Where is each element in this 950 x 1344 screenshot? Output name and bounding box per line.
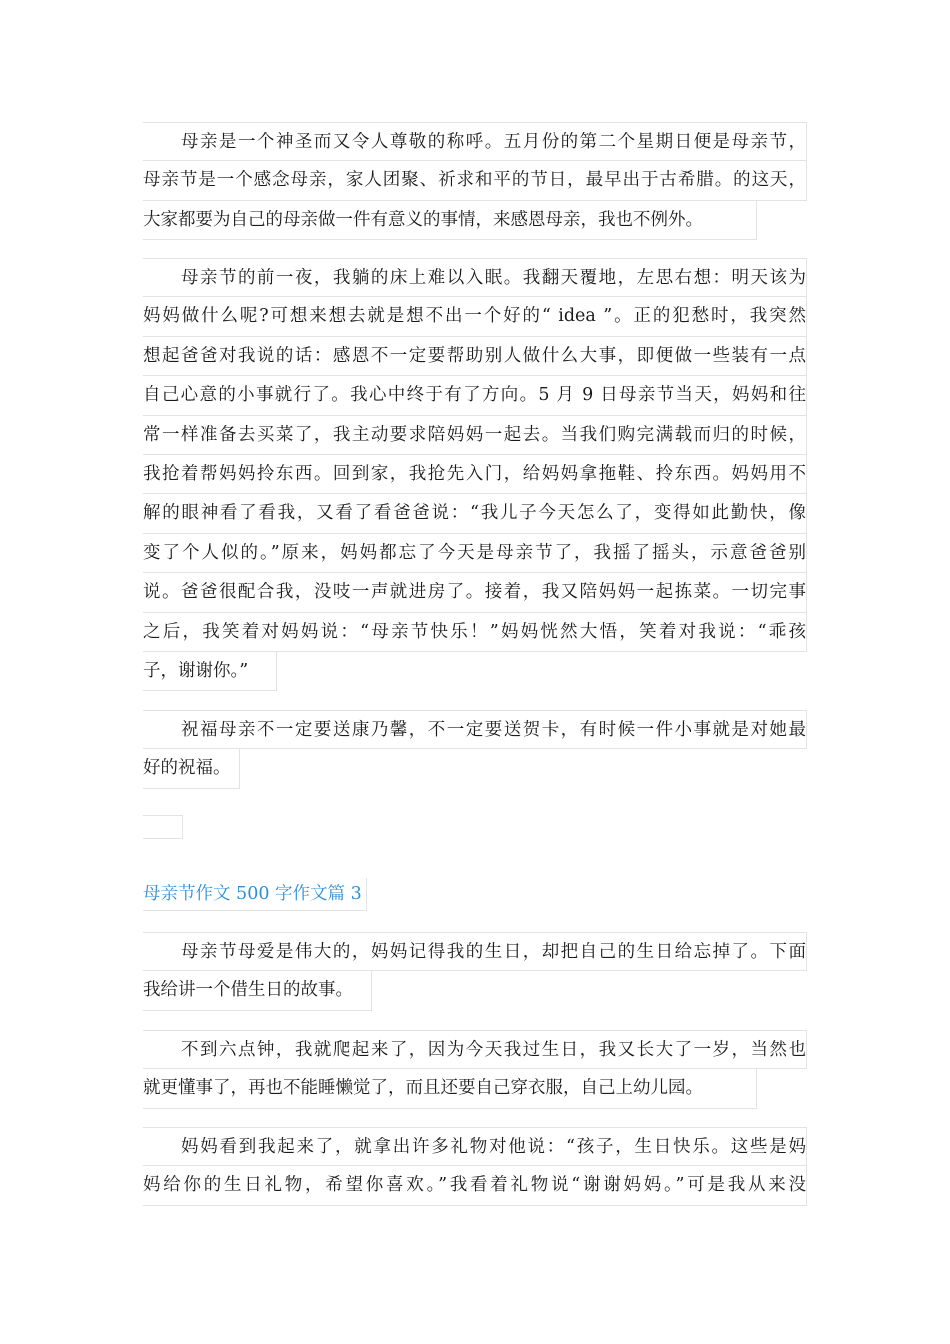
text-line: 想起爸爸对我说的话：感恩不一定要帮助别人做什么大事，即便做一些装有一点	[143, 337, 807, 376]
text-line: 母亲节母爱是伟大的，妈妈记得我的生日，却把自己的生日给忘掉了。下面	[143, 932, 807, 971]
text-line: 就更懂事了，再也不能睡懒觉了，而且还要自己穿衣服，自己上幼儿园。	[143, 1069, 757, 1108]
section-paragraph-3	[143, 1127, 807, 1206]
text-line: 母亲节的前一夜，我躺的床上难以入眠。我翻天覆地，左思右想：明天该为	[143, 258, 807, 297]
text-line: 妈给你的生日礼物，希望你喜欢。”我看着礼物说“谢谢妈妈。”可是我从来没	[143, 1166, 807, 1205]
paragraph-3	[143, 710, 807, 789]
section-heading: 母亲节作文 500 字作文篇 3	[143, 878, 367, 911]
text-line: 变了个人似的。”原来，妈妈都忘了今天是母亲节了，我摇了摇头，示意爸爸别	[143, 534, 807, 573]
text-line: 自己心意的小事就行了。我心中终于有了方向。5 月 9 日母亲节当天，妈妈和往	[143, 376, 807, 415]
section-paragraph-2	[143, 1030, 807, 1109]
text-line: 我抢着帮妈妈拎东西。回到家，我抢先入门，给妈妈拿拖鞋、拎东西。妈妈用不	[143, 455, 807, 494]
text-line: 子，谢谢你。”	[143, 652, 277, 691]
text-line: 妈妈做什么呢?可想来想去就是想不出一个好的“ idea ”。正的犯愁时，我突然	[143, 297, 807, 336]
text-line: 祝福母亲不一定要送康乃馨，不一定要送贺卡，有时候一件小事就是对她最	[143, 710, 807, 749]
text-line: 我给讲一个借生日的故事。	[143, 971, 372, 1010]
text-line: 母亲节是一个感念母亲，家人团聚、祈求和平的节日，最早出于古希腊。的这天，	[143, 161, 807, 200]
text-line: 妈妈看到我起来了，就拿出许多礼物对他说：“孩子，生日快乐。这些是妈	[143, 1127, 807, 1166]
text-line: 说。爸爸很配合我，没吱一声就进房了。接着，我又陪妈妈一起拣菜。一切完事	[143, 573, 807, 612]
text-line: 常一样准备去买菜了，我主动要求陪妈妈一起去。当我们购完满载而归的时候，	[143, 416, 807, 455]
text-line: 好的祝福。	[143, 749, 240, 788]
section-paragraph-1	[143, 932, 807, 1011]
text-line: 解的眼神看了看我，又看了看爸爸说：“我儿子今天怎么了，变得如此勤快，像	[143, 494, 807, 533]
text-line: 大家都要为自己的母亲做一件有意义的事情，来感恩母亲，我也不例外。	[143, 201, 757, 240]
empty-line-box	[143, 815, 183, 839]
text-line: 不到六点钟，我就爬起来了，因为今天我过生日，我又长大了一岁，当然也	[143, 1030, 807, 1069]
text-line: 母亲是一个神圣而又令人尊敬的称呼。五月份的第二个星期日便是母亲节，	[143, 122, 807, 161]
paragraph-2	[143, 258, 807, 691]
paragraph-1	[143, 122, 807, 240]
text-line: 之后，我笑着对妈妈说：“母亲节快乐！”妈妈恍然大悟，笑着对我说：“乖孩	[143, 613, 807, 652]
